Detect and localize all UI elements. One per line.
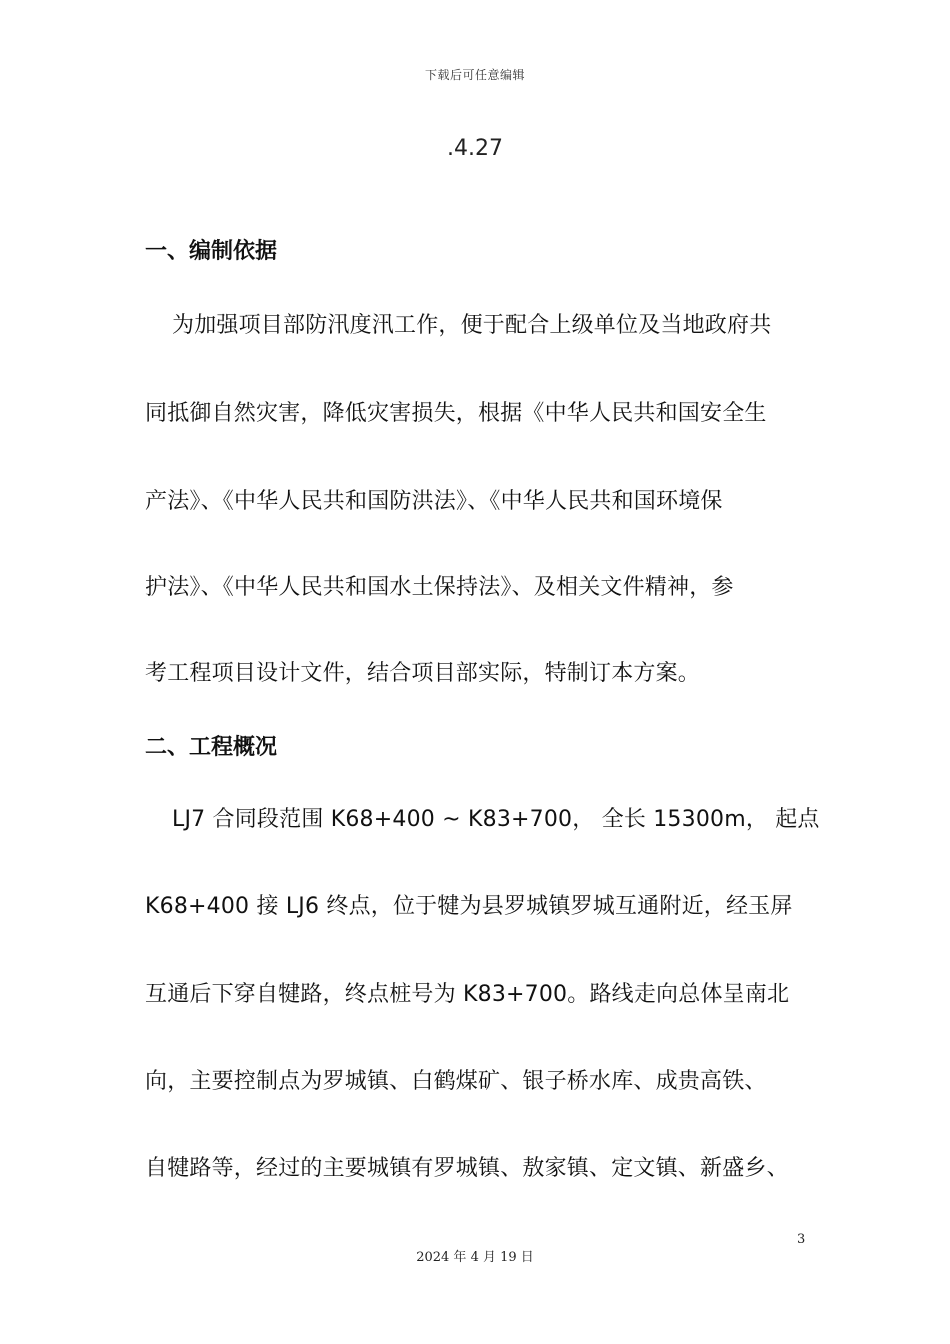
header-note: 下载后可任意编辑 [424,68,525,82]
paragraph-line: K68+400 接 LJ6 终点，位于犍为县罗城镇罗城互通附近，经玉屏 [145,894,793,919]
paragraph-line: 向，主要控制点为罗城镇、白鹤煤矿、银子桥水库、成贵高铁、 [145,1069,767,1094]
date-fragment: .4.27 [447,136,503,161]
paragraph-line: 产法》、《中华人民共和国防洪法》、《中华人民共和国环境保 [145,489,723,514]
paragraph-line: 考工程项目设计文件，结合项目部实际，特制订本方案。 [145,661,701,686]
paragraph-line: 为加强项目部防汛度汛工作，便于配合上级单位及当地政府共 [172,313,772,338]
paragraph-line: 自犍路等，经过的主要城镇有罗城镇、敖家镇、定文镇、新盛乡、 [145,1156,789,1181]
paragraph-line: LJ7 合同段范围 K68+400 ~ K83+700， 全长 15300m， 起点 [172,807,820,832]
section-heading-overview: 二、工程概况 [145,735,278,760]
paragraph-line: 护法》、《中华人民共和国水土保持法》、及相关文件精神，参 [145,575,734,600]
paragraph-line: 互通后下穿自犍路，终点桩号为 K83+700。路线走向总体呈南北 [145,982,790,1007]
page-number: 3 [797,1232,806,1247]
section-heading-basis: 一、编制依据 [145,239,278,264]
footer-date: 2024 年 4 月 19 日 [416,1250,534,1265]
paragraph-line: 同抵御自然灾害，降低灾害损失，根据《中华人民共和国安全生 [145,401,767,426]
